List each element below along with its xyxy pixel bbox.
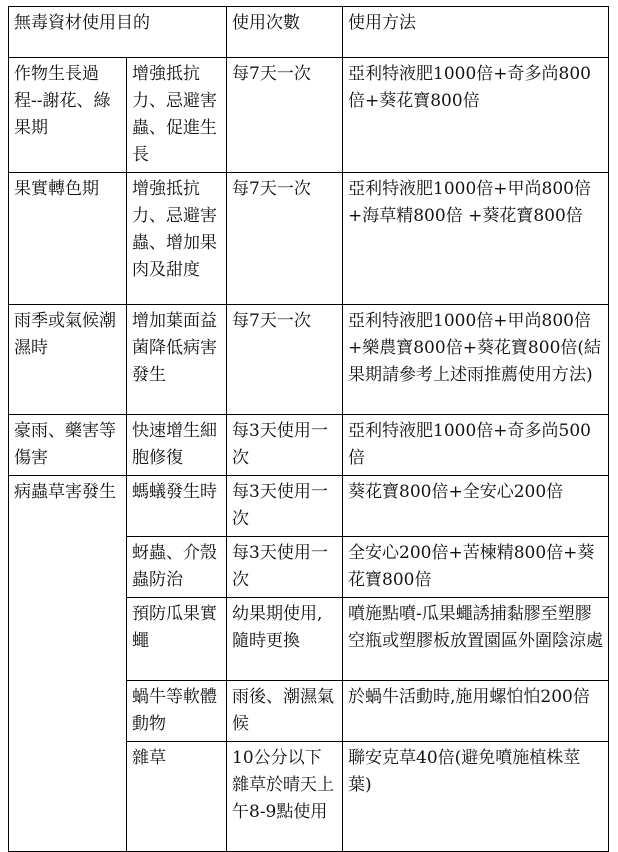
header-frequency: 使用次數: [227, 7, 343, 58]
table-row: [9, 173, 609, 305]
usage-table: [8, 6, 609, 852]
table-row: [9, 305, 609, 415]
method-cell: 於蝸牛活動時,施用螺怕怕200倍: [343, 681, 609, 742]
frequency-cell: 每3天使用一次: [227, 476, 343, 537]
frequency-cell: 10公分以下雜草於晴天上午8-9點使用: [227, 742, 343, 852]
frequency-cell: 雨後、潮濕氣候: [227, 681, 343, 742]
method-cell: 亞利特液肥1000倍+奇多尚500倍: [343, 415, 609, 476]
method-cell: 葵花寶800倍+全安心200倍: [343, 476, 609, 537]
header-purpose: 無毒資材使用目的: [9, 7, 227, 58]
stage-cell: 豪雨、藥害等傷害: [9, 415, 127, 476]
method-cell: 全安心200倍+苦楝精800倍+葵花寶800倍: [343, 537, 609, 598]
frequency-cell: 每7天一次: [227, 305, 343, 415]
purpose-cell: 增加葉面益菌降低病害發生: [127, 305, 227, 415]
stage-cell: 雨季或氣候潮濕時: [9, 305, 127, 415]
frequency-cell: 每7天一次: [227, 58, 343, 173]
frequency-cell: 每3天使用一次: [227, 415, 343, 476]
header-method: 使用方法: [343, 7, 609, 58]
stage-cell-pest: 病蟲草害發生: [9, 476, 127, 852]
frequency-cell: 幼果期使用,隨時更換: [227, 598, 343, 681]
header-row: [9, 7, 609, 58]
method-cell: 亞利特液肥1000倍+甲尚800倍+樂農寶800倍+葵花寶800倍(結果期請參考上述雨推薦使用方法): [343, 305, 609, 415]
purpose-cell: 預防瓜果實蠅: [127, 598, 227, 681]
table-row: [9, 58, 609, 173]
frequency-cell: 每7天一次: [227, 173, 343, 305]
purpose-cell: 快速增生細胞修復: [127, 415, 227, 476]
table-row: [9, 415, 609, 476]
purpose-cell: 螞蟻發生時: [127, 476, 227, 537]
stage-cell: 作物生長過程--謝花、綠果期: [9, 58, 127, 173]
method-cell: 聯安克草40倍(避免噴施植株莖葉): [343, 742, 609, 852]
frequency-cell: 每3天使用一次: [227, 537, 343, 598]
purpose-cell: 蚜蟲、介殼蟲防治: [127, 537, 227, 598]
purpose-cell: 蝸牛等軟體動物: [127, 681, 227, 742]
method-cell: 亞利特液肥1000倍+奇多尚800倍+葵花寶800倍: [343, 58, 609, 173]
stage-cell: 果實轉色期: [9, 173, 127, 305]
method-cell: 噴施點噴-瓜果蠅誘捕黏膠至塑膠空瓶或塑膠板放置園區外圍陰涼處: [343, 598, 609, 681]
table-row: [9, 476, 609, 537]
method-cell: 亞利特液肥1000倍+甲尚800倍+海草精800倍 +葵花寶800倍: [343, 173, 609, 305]
purpose-cell: 增強抵抗力、忌避害蟲、增加果肉及甜度: [127, 173, 227, 305]
purpose-cell: 增強抵抗力、忌避害蟲、促進生長: [127, 58, 227, 173]
purpose-cell: 雜草: [127, 742, 227, 852]
